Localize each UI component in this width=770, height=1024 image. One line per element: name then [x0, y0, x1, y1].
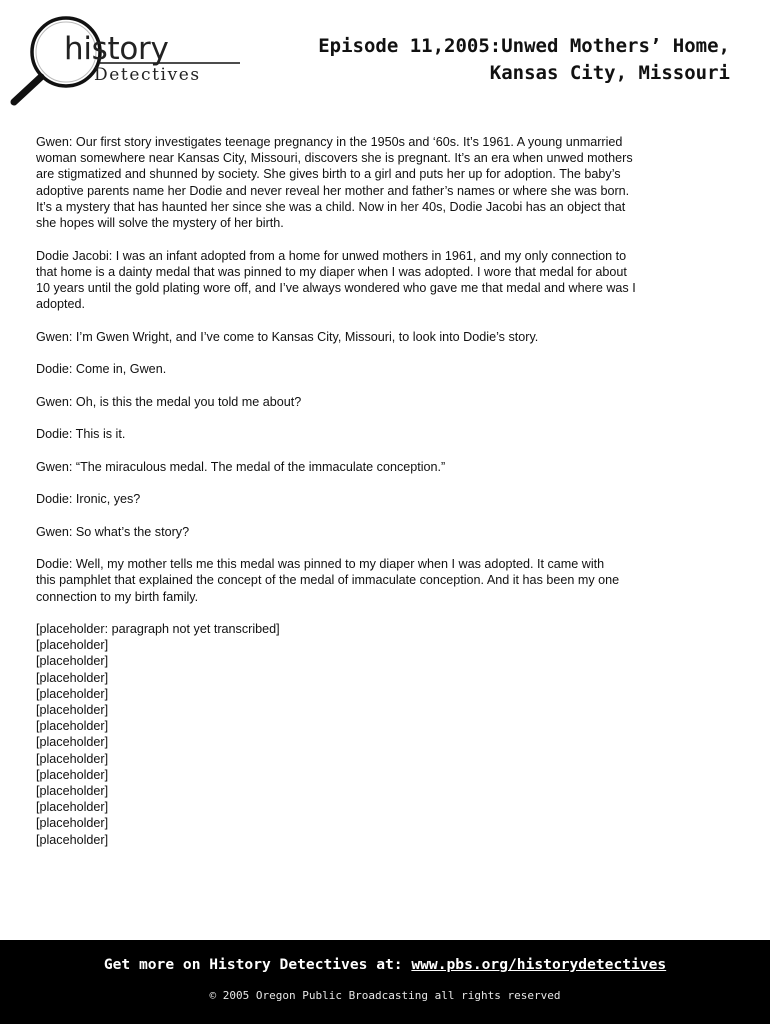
episode-title-line-2: Kansas City, Missouri [489, 62, 730, 84]
footer-copyright [0, 988, 770, 1004]
footer-website-link[interactable]: www.pbs.org/historydetectives [411, 956, 667, 973]
transcript-body [36, 134, 748, 864]
logo-word-history: history [64, 31, 169, 67]
transcript-paragraph: Gwen: Our first story investigates teenage pregnancy in the 1950s and ‘60s. It’s 1961. A young unmarried woman somewhere near Kansas City, Missouri, discovers she is pregnant. It’s an era when unwed mothers are stigmatized and shunned by society. She gives birth to a girl and puts her up for adoption. The baby’s adoptive parents name her Dodie and never reveal her mother and father’s names or where she was born. It’s a mystery that has haunted her since she was a child. Now in her 40s, Dodie Jacobi has an object that she hopes will solve the mystery of her birth. [36, 135, 633, 231]
transcript-paragraph: Gwen: “The miraculous medal. The medal of the immaculate conception.” [36, 459, 446, 474]
logo-word-detectives: Detectives [94, 65, 201, 85]
episode-title-line-1: Episode 11,2005:Unwed Mothers’ Home, [318, 35, 730, 57]
footer-cta [0, 954, 770, 976]
transcript-paragraph: Dodie: Come in, Gwen. [36, 362, 167, 377]
transcript-paragraph: Gwen: I’m Gwen Wright, and I’ve come to Kansas City, Missouri, to look into Dodie’s story. [36, 329, 539, 344]
footer-cta-text: Get more on History Detectives at: [103, 956, 412, 973]
transcript-paragraph: Gwen: Oh, is this the medal you told me about? [36, 394, 302, 409]
transcript-paragraph: Gwen: So what’s the story? [36, 524, 190, 539]
transcript-paragraph: [placeholder: paragraph not yet transcribed] [placeholder] [placeholder] [placeholder] [placeholder] [placeholder] [placeholder] [placeholder] [placeholder] [placeholder] [placeholder] [placeholder] [placeholder] [placeholder] [36, 622, 280, 847]
transcript-paragraph: Dodie Jacobi: I was an infant adopted from a home for unwed mothers in 1961, and my only connection to that home is a dainty medal that was pinned to my diaper when I was adopted. I wore that medal for about 10 years until the gold plating wore off, and I’ve always wondered who gave me that medal and where was I adopted. [36, 248, 636, 312]
transcript-paragraph: Dodie: Well, my mother tells me this medal was pinned to my diaper when I was adopted. It came with this pamphlet that explained the concept of the medal of immaculate conception. And it has been my one connection to my birth family. [36, 557, 620, 604]
page-header [0, 0, 770, 110]
transcript-paragraph: Dodie: Ironic, yes? [36, 492, 141, 507]
copyright-icon: © [209, 989, 217, 1002]
page-footer [0, 940, 770, 1024]
episode-title [318, 33, 730, 87]
transcript-paragraph: Dodie: This is it. [36, 427, 126, 442]
copyright-text: 2005 Oregon Public Broadcasting all rights reserved [222, 989, 561, 1002]
history-detectives-logo [8, 16, 248, 106]
